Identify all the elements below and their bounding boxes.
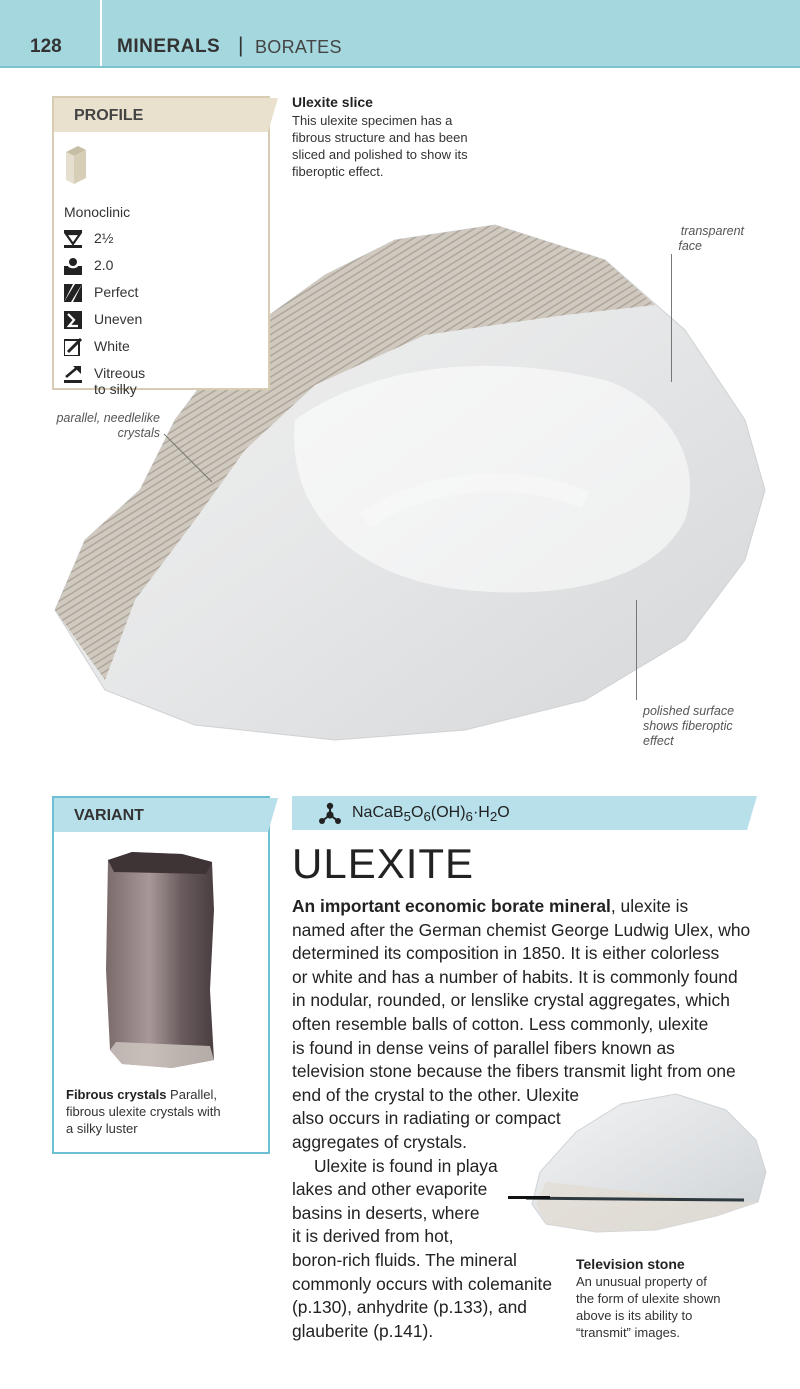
specific-gravity-icon [64,257,82,275]
body-line-17: commonly occurs with colemanite [292,1273,552,1294]
body-line-8: television stone because the fibers transmit light from one [292,1061,736,1082]
body-line-2: named after the German chemist George Ludwig Ulex, who [292,919,751,940]
luster-icon [64,365,82,383]
cleavage-icon [64,284,82,302]
page-header [0,0,800,68]
body-line-14: basins in deserts, where [292,1202,480,1223]
variant-header [54,798,268,832]
variant-panel [52,796,270,1154]
television-stone-image [526,1092,770,1238]
section-title: MINERALS [117,36,221,57]
page-number: 128 [30,36,62,57]
body-line-3: determined its composition in 1850. It is either colorless [292,943,720,964]
profile-heading: PROFILE [74,107,144,124]
fibrous-crystals-image [102,850,220,1072]
body-line-16: boron-rich fluids. The mineral [292,1250,517,1270]
hardness-icon [64,230,82,248]
crystal-system: Monoclinic [64,204,131,220]
leader-needlelike-crystals [160,430,216,486]
body-line-9: end of the crystal to the other. Ulexite [292,1084,580,1105]
tv-stone-caption-text: An unusual property of the form of ulexite shown above is its ability to “transmit” images. [576,1274,721,1340]
tv-stone-caption-title: Television stone [576,1256,685,1272]
profile-header [54,98,268,132]
body-line-4: or white and has a number of habits. It is commonly found [292,966,738,987]
fracture-icon [64,311,82,329]
monoclinic-crystal-icon [64,144,88,186]
slice-caption-text: This ulexite specimen has a fibrous structure and has been sliced and polished to show its fiberoptic effect. [292,113,468,179]
body-line-13: lakes and other evaporite [292,1179,488,1200]
leader-polished-surface [636,600,637,700]
tv-stone-line-object [508,1196,550,1199]
molecule-icon [318,802,342,824]
slice-caption-title: Ulexite slice [292,94,373,110]
label-transparent-face: transparent face [678,224,744,253]
formula-bar [292,796,747,830]
variant-heading: VARIANT [74,807,144,824]
body-line-18: (p.130), anhydrite (p.133), and [292,1297,527,1318]
label-polished-surface: polished surface shows fiberoptic effect [643,704,735,748]
body-line-19: glauberite (p.141). [292,1320,434,1341]
variant-caption: Fibrous crystals Parallel, fibrous ulexite crystals with a silky luster [66,1087,221,1136]
mineral-name: ULEXITE [292,840,475,887]
body-line-5: in nodular, rounded, or lenslike crystal aggregates, which [292,990,730,1011]
body-line-11: aggregates of crystals. [292,1132,467,1152]
body-line-10: also occurs in radiating or compact [292,1108,561,1129]
header-divider [100,0,102,66]
chemical-formula: $NaCaB_5O_6(OH)_6\cdot H_2O$ [352,804,510,825]
profile-panel: PROFILE Monoclinic 2½ 2.0 Perfect Uneven White Vitreous to silky [52,96,270,390]
body-line-1: An important economic borate mineral, ulexite is [292,896,689,916]
subsection-title: BORATES [255,37,342,57]
body-line-15: it is derived from hot, [292,1226,454,1247]
body-line-12: Ulexite is found in playa [314,1155,498,1176]
label-needlelike-crystals: parallel, needlelike crystals [56,411,160,440]
header-separator: | [238,34,244,57]
leader-transparent-face [671,254,672,382]
body-line-7: is found in dense veins of parallel fibers known as [292,1037,675,1058]
body-line-6: often resemble balls of cotton. Less commonly, ulexite [292,1014,709,1034]
streak-icon [64,338,82,356]
